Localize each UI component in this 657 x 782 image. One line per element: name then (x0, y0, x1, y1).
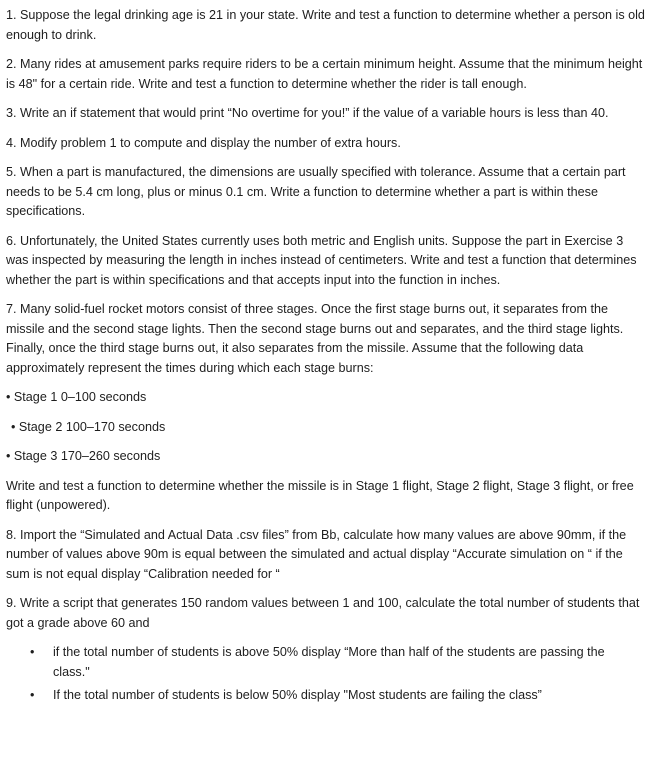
problem-2: 2. Many rides at amusement parks require riders to be a certain minimum height. Assume that the minimum height is 48" for a certain ride. Write and test a function to determine whether the rider is tall enough. (6, 57, 643, 91)
problem-9-bullet-failing: • If the total number of students is below 50% display "Most students are failing the class” (6, 686, 633, 706)
problem-3: 3. Write an if statement that would print “No overtime for you!” if the value of a variable hours is less than 40. (6, 106, 609, 120)
problem-6: 6. Unfortunately, the United States currently uses both metric and English units. Suppose the part in Exercise 3 was inspected by measuring the length in inches instead of centimeters. Write and test a function that determines whether the part is within specifications and that accepts input into the function in inches. (6, 233, 637, 287)
problem-9-bullet-passing: • if the total number of students is above 50% display “More than half of the students are passing the class." (6, 643, 633, 682)
stage-3-item: • Stage 3 170–260 seconds (6, 449, 161, 463)
problem-5: 5. When a part is manufactured, the dimensions are usually specified with tolerance. Assume that a certain part needs to be 5.4 cm long, plus or minus 0.1 cm. Write a function to determine whether a part is within these specifications. (6, 165, 626, 218)
stage-1-item: • Stage 1 0–100 seconds (6, 390, 147, 404)
problem-7-conclusion: Write and test a function to determine whether the missile is in Stage 1 flight, Stage 2 flight, Stage 3 flight, or free flight (unpowered). (6, 478, 634, 512)
problem-9-bullet-list (6, 643, 646, 706)
problem-4: 4. Modify problem 1 to compute and display the number of extra hours. (6, 135, 401, 150)
problem-7: 7. Many solid-fuel rocket motors consist of three stages. Once the first stage burns out, it separates from the missile and the second stage lights. Then the second stage burns out and separates, and the third stage lights. Finally, once the third stage burns out, it also separates from the missile. Assume that the following data approximately represent the times during which each stage burns: (6, 302, 624, 375)
problem-9: 9. Write a script that generates 150 random values between 1 and 100, calculate the total number of students that got a grade above 60 and (6, 596, 640, 630)
problem-8: 8. Import the “Simulated and Actual Data .csv files” from Bb, calculate how many values are above 90mm, if the number of values above 90m is equal between the simulated and actual display “Accurate simulation on “ if the sum is not equal display “Calibration needed for “ (6, 527, 627, 581)
stage-2-item: • Stage 2 100–170 seconds (11, 419, 166, 434)
document-body (6, 6, 646, 710)
problem-1: 1. Suppose the legal drinking age is 21 in your state. Write and test a function to determine whether a person is old enough to drink. (6, 8, 645, 42)
